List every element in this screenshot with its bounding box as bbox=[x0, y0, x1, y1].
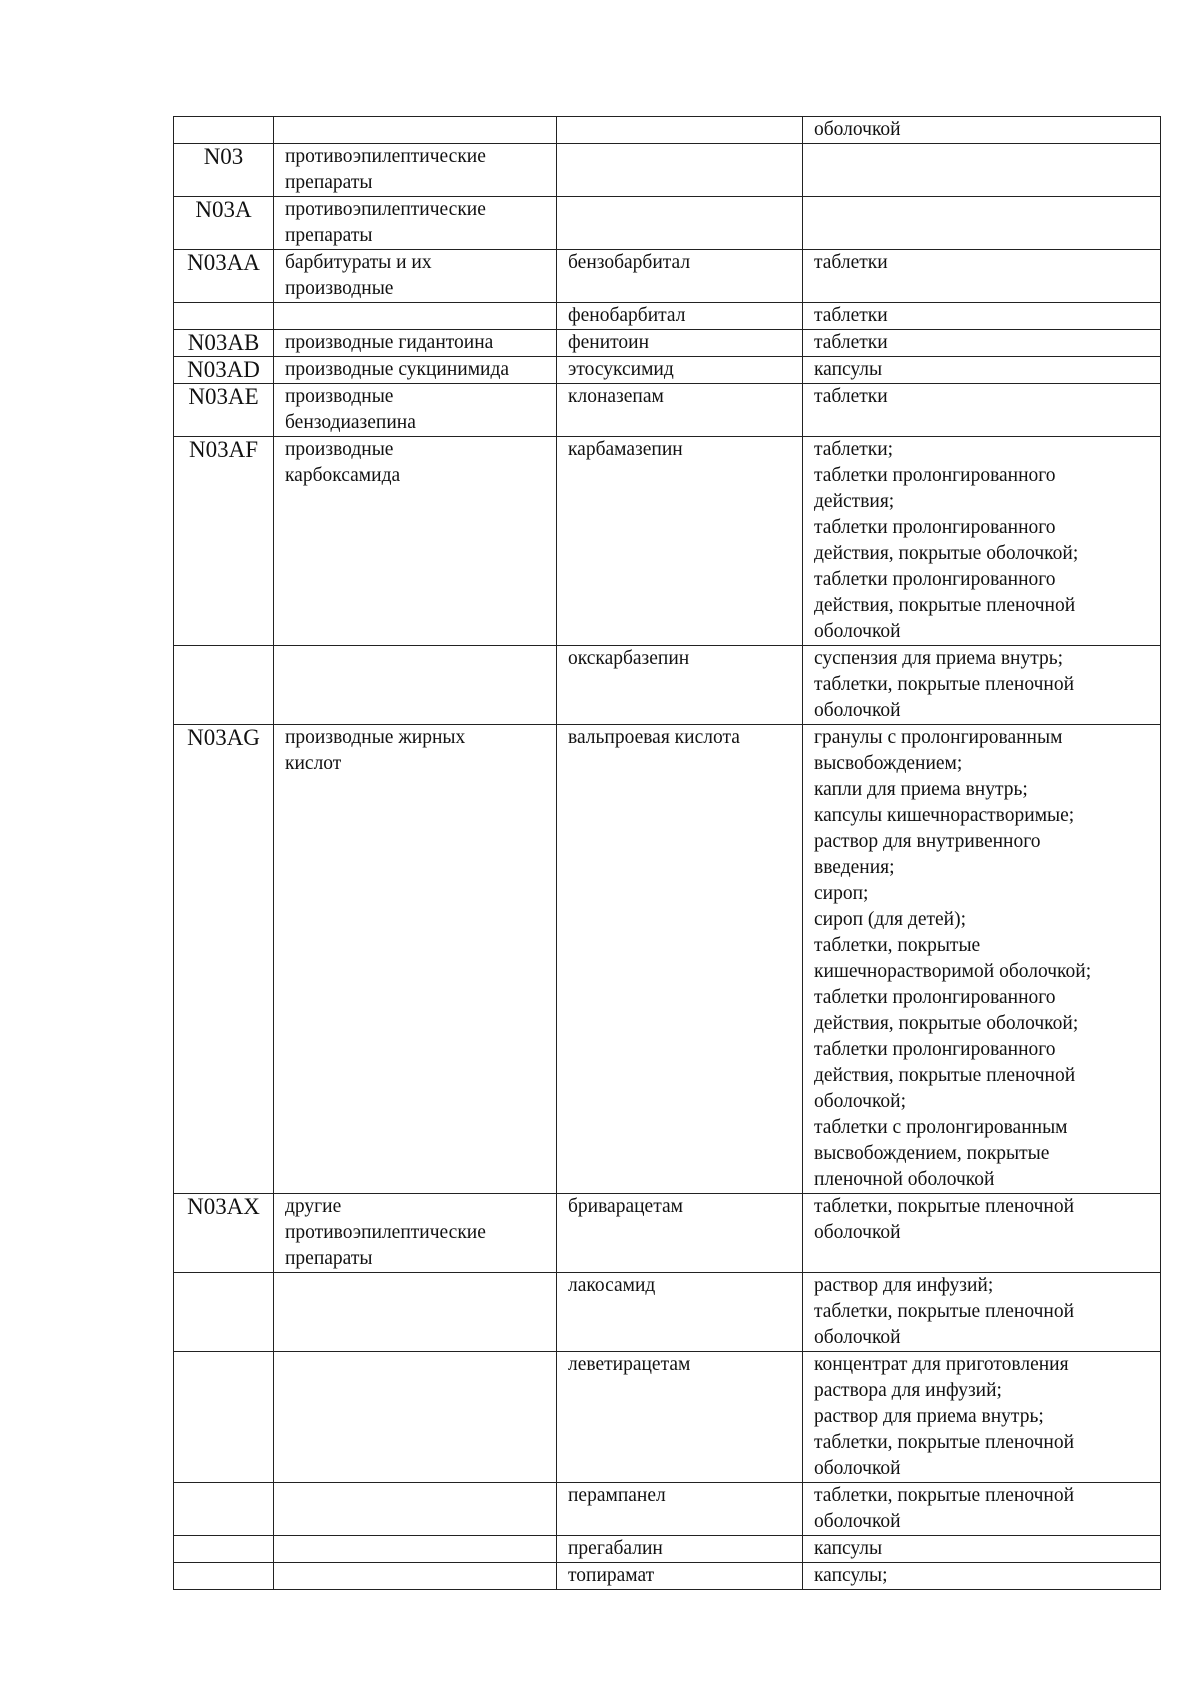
drug-name-cell: карбамазепин bbox=[557, 437, 803, 646]
drug-name-cell: окскарбазепин bbox=[557, 646, 803, 725]
table-row bbox=[174, 1273, 1161, 1352]
group-name-cell: производные карбоксамида bbox=[274, 437, 557, 646]
atc-code-cell bbox=[174, 117, 274, 144]
dosage-form-cell: таблетки bbox=[803, 303, 1161, 330]
atc-code-cell: N03AE bbox=[174, 384, 274, 437]
dosage-form-cell: раствор для инфузий; таблетки, покрытые пленочной оболочкой bbox=[803, 1273, 1161, 1352]
table-row bbox=[174, 1563, 1161, 1590]
dosage-form-cell: оболочкой bbox=[803, 117, 1161, 144]
group-name-cell: противоэпилептические препараты bbox=[274, 144, 557, 197]
group-name-cell: другие противоэпилептические препараты bbox=[274, 1194, 557, 1273]
table-row bbox=[174, 330, 1161, 357]
atc-code-cell bbox=[174, 1536, 274, 1563]
drug-name-cell bbox=[557, 117, 803, 144]
table-row bbox=[174, 357, 1161, 384]
drug-name-cell: лакосамид bbox=[557, 1273, 803, 1352]
group-name-cell bbox=[274, 1536, 557, 1563]
table-row bbox=[174, 117, 1161, 144]
group-name-cell bbox=[274, 1352, 557, 1483]
table-row bbox=[174, 1194, 1161, 1273]
dosage-form-cell: капсулы bbox=[803, 1536, 1161, 1563]
atc-code-cell: N03A bbox=[174, 197, 274, 250]
table-row bbox=[174, 250, 1161, 303]
dosage-form-cell: капсулы bbox=[803, 357, 1161, 384]
group-name-cell bbox=[274, 1483, 557, 1536]
table-row bbox=[174, 1352, 1161, 1483]
dosage-form-cell: гранулы с пролонгированным высвобождением; капли для приема внутрь; капсулы кишечнорастворимые; раствор для внутривенного введения; сироп; сироп (для детей); таблетки, покрытые кишечнорастворимой оболочкой; таблетки пролонгированного действия, покрытые оболочкой; таблетки пролонгированного действия, покрытые пленочной оболочкой; таблетки с пролонгированным высвобождением, покрытые пленочной оболочкой bbox=[803, 725, 1161, 1194]
atc-code-cell: N03AG bbox=[174, 725, 274, 1194]
group-name-cell bbox=[274, 646, 557, 725]
drug-name-cell: топирамат bbox=[557, 1563, 803, 1590]
group-name-cell bbox=[274, 1273, 557, 1352]
atc-code-cell bbox=[174, 1352, 274, 1483]
group-name-cell: производные бензодиазепина bbox=[274, 384, 557, 437]
dosage-form-cell: таблетки; таблетки пролонгированного действия; таблетки пролонгированного действия, покрытые оболочкой; таблетки пролонгированного действия, покрытые пленочной оболочкой bbox=[803, 437, 1161, 646]
atc-code-cell: N03 bbox=[174, 144, 274, 197]
group-name-cell bbox=[274, 1563, 557, 1590]
dosage-form-cell: концентрат для приготовления раствора для инфузий; раствор для приема внутрь; таблетки, покрытые пленочной оболочкой bbox=[803, 1352, 1161, 1483]
atc-code-cell bbox=[174, 1483, 274, 1536]
group-name-cell bbox=[274, 117, 557, 144]
table-row bbox=[174, 437, 1161, 646]
dosage-form-cell: таблетки, покрытые пленочной оболочкой bbox=[803, 1483, 1161, 1536]
table-row bbox=[174, 1536, 1161, 1563]
atc-code-cell bbox=[174, 646, 274, 725]
drug-name-cell: бриварацетам bbox=[557, 1194, 803, 1273]
drug-name-cell bbox=[557, 144, 803, 197]
dosage-form-cell: таблетки bbox=[803, 330, 1161, 357]
drug-name-cell: леветирацетам bbox=[557, 1352, 803, 1483]
atc-code-cell: N03AD bbox=[174, 357, 274, 384]
drug-name-cell: клоназепам bbox=[557, 384, 803, 437]
atc-code-cell bbox=[174, 1563, 274, 1590]
dosage-form-cell bbox=[803, 144, 1161, 197]
atc-code-cell: N03AA bbox=[174, 250, 274, 303]
drug-name-cell: бензобарбитал bbox=[557, 250, 803, 303]
drug-name-cell: фенитоин bbox=[557, 330, 803, 357]
group-name-cell: производные жирных кислот bbox=[274, 725, 557, 1194]
group-name-cell: производные гидантоина bbox=[274, 330, 557, 357]
table-row bbox=[174, 1483, 1161, 1536]
drug-name-cell bbox=[557, 197, 803, 250]
dosage-form-cell: таблетки bbox=[803, 250, 1161, 303]
drug-name-cell: перампанел bbox=[557, 1483, 803, 1536]
table-row bbox=[174, 646, 1161, 725]
dosage-form-cell bbox=[803, 197, 1161, 250]
atc-code-cell: N03AB bbox=[174, 330, 274, 357]
table-row bbox=[174, 197, 1161, 250]
drug-name-cell: фенобарбитал bbox=[557, 303, 803, 330]
atc-code-cell bbox=[174, 1273, 274, 1352]
atc-code-cell bbox=[174, 303, 274, 330]
drug-name-cell: вальпроевая кислота bbox=[557, 725, 803, 1194]
group-name-cell: барбитураты и их производные bbox=[274, 250, 557, 303]
table-row bbox=[174, 144, 1161, 197]
drug-classification-table bbox=[173, 116, 1161, 1590]
atc-code-cell: N03AX bbox=[174, 1194, 274, 1273]
dosage-form-cell: таблетки, покрытые пленочной оболочкой bbox=[803, 1194, 1161, 1273]
drug-name-cell: прегабалин bbox=[557, 1536, 803, 1563]
group-name-cell bbox=[274, 303, 557, 330]
group-name-cell: производные сукцинимида bbox=[274, 357, 557, 384]
dosage-form-cell: таблетки bbox=[803, 384, 1161, 437]
table-body bbox=[174, 117, 1161, 1590]
drug-name-cell: этосуксимид bbox=[557, 357, 803, 384]
atc-code-cell: N03AF bbox=[174, 437, 274, 646]
dosage-form-cell: капсулы; bbox=[803, 1563, 1161, 1590]
table-row bbox=[174, 303, 1161, 330]
dosage-form-cell: суспензия для приема внутрь; таблетки, покрытые пленочной оболочкой bbox=[803, 646, 1161, 725]
group-name-cell: противоэпилептические препараты bbox=[274, 197, 557, 250]
table-row bbox=[174, 725, 1161, 1194]
table-row bbox=[174, 384, 1161, 437]
